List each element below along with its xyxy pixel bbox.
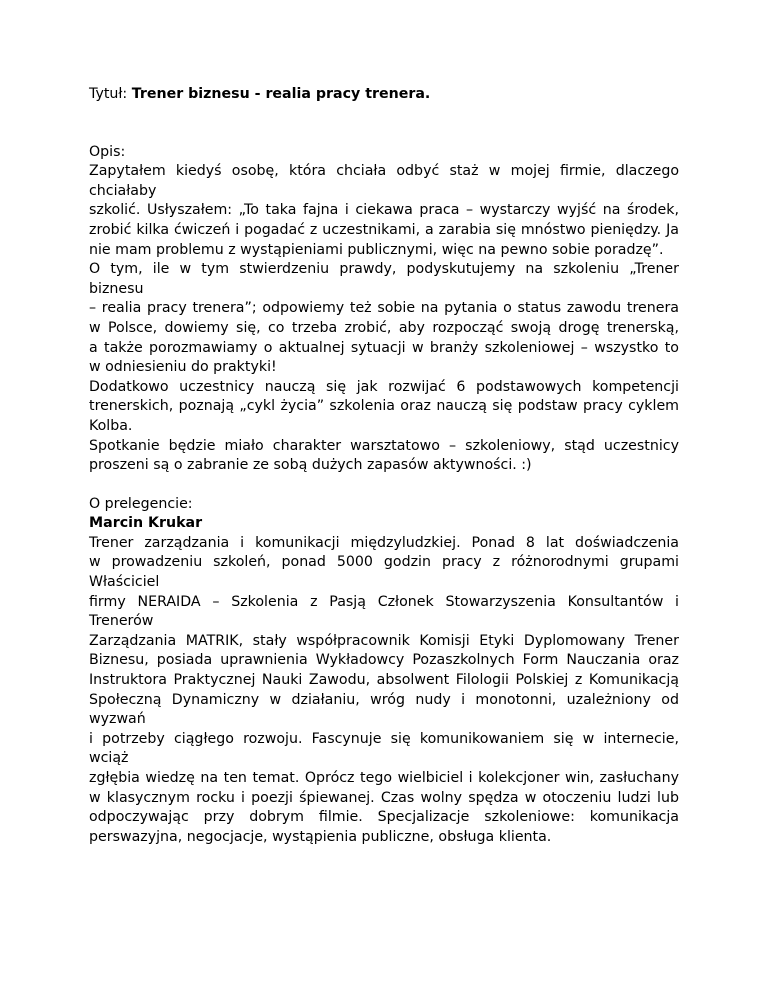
speaker-heading: O prelegencie:	[89, 495, 193, 512]
title-row	[89, 85, 679, 105]
description-line: nie mam problemu z wystąpieniami publicznymi, więc na pewno sobie poradzę”.	[89, 241, 664, 258]
speaker-bio-line: Biznesu, posiada uprawnienia Wykładowcy Pozaszkolnych Form Nauczania oraz	[89, 652, 679, 669]
speaker-bio-line: Społeczną Dynamiczny w działaniu, wróg nudy i monotonni, uzależniony od wyzwań	[89, 691, 679, 728]
document-title: Trener biznesu - realia pracy trenera.	[131, 86, 431, 102]
description-line: – realia pracy trenera”; odpowiemy też sobie na pytania o status zawodu trenera	[89, 300, 679, 317]
description-line: Dodatkowo uczestnicy nauczą się jak rozwijać 6 podstawowych kompetencji	[89, 378, 679, 395]
description-line: Spotkanie będzie miało charakter warsztatowo – szkoleniowy, stąd uczestnicy	[89, 437, 679, 454]
speaker-bio-line: w klasycznym rocku i poezji śpiewanej. Czas wolny spędza w otoczeniu ludzi lub	[89, 789, 679, 806]
speaker-bio-line: perswazyjna, negocjacje, wystąpienia publiczne, obsługa klienta.	[89, 828, 552, 845]
description-section	[89, 143, 679, 476]
title-label: Tytuł:	[89, 86, 128, 102]
speaker-bio-line: Zarządzania MATRIK, stały współpracownik Komisji Etyki Dyplomowany Trener	[89, 632, 679, 649]
description-line: w odniesieniu do praktyki!	[89, 359, 277, 376]
speaker-section	[89, 495, 679, 848]
description-line: proszeni są o zabranie ze sobą dużych zapasów aktywności. :)	[89, 457, 532, 474]
speaker-bio-line: firmy NERAIDA – Szkolenia z Pasją Członek Stowarzyszenia Konsultantów i Trenerów	[89, 593, 679, 630]
description-line: szkolić. Usłyszałem: „To taka fajna i ciekawa praca – wystarczy wyjść na środek,	[89, 202, 679, 219]
speaker-bio-line: i potrzeby ciągłego rozwoju. Fascynuje się komunikowaniem się w internecie, wciąż	[89, 730, 679, 767]
description-line: a także porozmawiamy o aktualnej sytuacji w branży szkoleniowej – wszystko to	[89, 339, 679, 356]
document-page	[89, 85, 679, 847]
speaker-bio-line: odpoczywając przy dobrym filmie. Specjalizacje szkoleniowe: komunikacja	[89, 809, 679, 826]
section-gap	[89, 105, 679, 143]
description-line: trenerskich, poznają „cykl życia” szkolenia oraz nauczą się podstaw pracy cyklem	[89, 398, 679, 415]
description-line: O tym, ile w tym stwierdzeniu prawdy, podyskutujemy na szkoleniu „Trener biznesu	[89, 261, 679, 297]
description-line: Zapytałem kiedyś osobę, która chciała odbyć staż w mojej firmie, dlaczego chciałaby	[89, 163, 679, 199]
section-gap	[89, 476, 679, 495]
speaker-bio-line: Instruktora Praktycznej Nauki Zawodu, absolwent Filologii Polskiej z Komunikacją	[89, 672, 679, 689]
speaker-bio-line: zgłębia wiedzę na ten temat. Oprócz tego wielbiciel i kolekcjoner win, zasłuchany	[89, 770, 679, 786]
description-heading: Opis:	[89, 143, 126, 160]
description-line: zrobić kilka ćwiczeń i pogadać z uczestnikami, a zarabia się mnóstwo pieniędzy. Ja	[89, 221, 679, 238]
speaker-bio-line: Trener zarządzania i komunikacji międzyludzkiej. Ponad 8 lat doświadczenia	[89, 534, 679, 551]
description-line: Kolba.	[89, 417, 133, 434]
speaker-name: Marcin Krukar	[89, 515, 203, 532]
description-line: w Polsce, dowiemy się, co trzeba zrobić, aby rozpocząć swoją drogę trenerską,	[89, 319, 679, 336]
speaker-bio-line: w prowadzeniu szkoleń, ponad 5000 godzin pracy z różnorodnymi grupami Właściciel	[89, 554, 679, 591]
